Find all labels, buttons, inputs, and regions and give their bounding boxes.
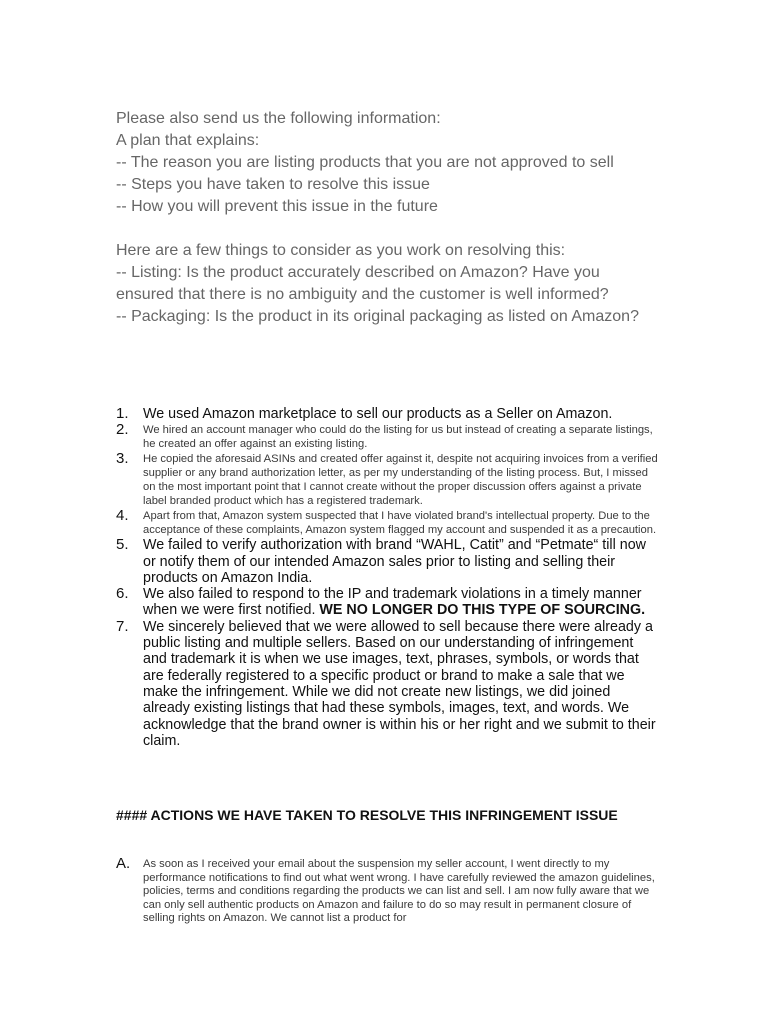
list-text: Apart from that, Amazon system suspected that I have violated brand's intellectual property. Due to the acceptance of these complaints, Amazon system flagged my account and suspended it as a precaution.	[143, 510, 657, 537]
list-text	[143, 586, 661, 619]
list-number: 6.	[116, 585, 129, 603]
consider-line: -- Packaging: Is the product in its original packaging as listed on Amazon?	[116, 308, 639, 325]
paragraph-gap	[116, 218, 656, 240]
list-text-bold: WE NO LONGER DO THIS TYPE OF SOURCING.	[319, 602, 646, 619]
list-item	[116, 422, 661, 451]
intro-line: A plan that explains:	[116, 132, 260, 149]
section-heading: #### ACTIONS WE HAVE TAKEN TO RESOLVE THIS INFRINGEMENT ISSUE	[116, 807, 618, 823]
list-text: He copied the aforesaid ASINs and created offer against it, despite not acquiring invoices from a verified supplier or any brand authorization letter, as per my understanding of the listing process. But, I missed on the most important point that I cannot create without the proper discussion offers against a private label branded product which has a registered trademark.	[143, 453, 658, 508]
list-number: 2.	[116, 421, 129, 439]
list-item-a	[116, 856, 661, 926]
list-item	[116, 508, 661, 537]
consider-line: -- Listing: Is the product accurately described on Amazon? Have you ensured that there is no ambiguity and the customer is well informed?	[116, 264, 609, 303]
list-item	[116, 451, 661, 508]
list-item	[116, 619, 661, 749]
list-item	[116, 586, 661, 619]
list-text-regular: We also failed to respond to the IP and trademark violations in a timely manner when we were first notified.	[143, 586, 642, 619]
list-text: As soon as I received your email about the suspension my seller account, I went directly to my performance notifications to find out what went wrong. I have carefully reviewed the amazon guidelines, policies, terms and conditions regarding the products we can list and sell. I am now fully aware that we can only sell authentic products on Amazon and failure to do so may result in permanent closure of selling rights on Amazon. We cannot list a product for	[143, 858, 655, 925]
list-number: 3.	[116, 450, 129, 468]
list-item	[116, 406, 661, 422]
list-text: We used Amazon marketplace to sell our products as a Seller on Amazon.	[143, 406, 613, 422]
list-text: We sincerely believed that we were allowed to sell because there were already a public listing and multiple sellers. Based on our understanding of infringement and trademark it is when we use images, text, phrases, symbols, or words that are federally registered to a specific product or brand to make a sale that we make the infringement. While we did not create new listings, we did joined already existing listings that had these symbols, images, text, and words. We acknowledge that the brand owner is within his or her right and we submit to their claim.	[143, 618, 656, 749]
intro-line: -- Steps you have taken to resolve this issue	[116, 176, 430, 193]
list-letter: A.	[116, 855, 131, 872]
intro-section	[116, 108, 656, 328]
list-item	[116, 537, 661, 586]
intro-line: -- How you will prevent this issue in the future	[116, 198, 438, 215]
list-number: 5.	[116, 536, 129, 554]
list-number: 1.	[116, 405, 129, 422]
list-text: We hired an account manager who could do the listing for us but instead of creating a separate listings, he created an offer against an existing listing.	[143, 424, 653, 451]
list-text: We failed to verify authorization with brand “WAHL, Catit” and “Petmate“ till now or notify them of our intended Amazon sales prior to listing and selling their products on Amazon India.	[143, 537, 646, 586]
list-number: 4.	[116, 507, 129, 525]
list-number: 7.	[116, 617, 129, 635]
consider-line: Here are a few things to consider as you work on resolving this:	[116, 242, 566, 259]
intro-line: Please also send us the following information:	[116, 110, 441, 127]
intro-line: -- The reason you are listing products that you are not approved to sell	[116, 154, 614, 171]
numbered-list	[116, 406, 661, 749]
